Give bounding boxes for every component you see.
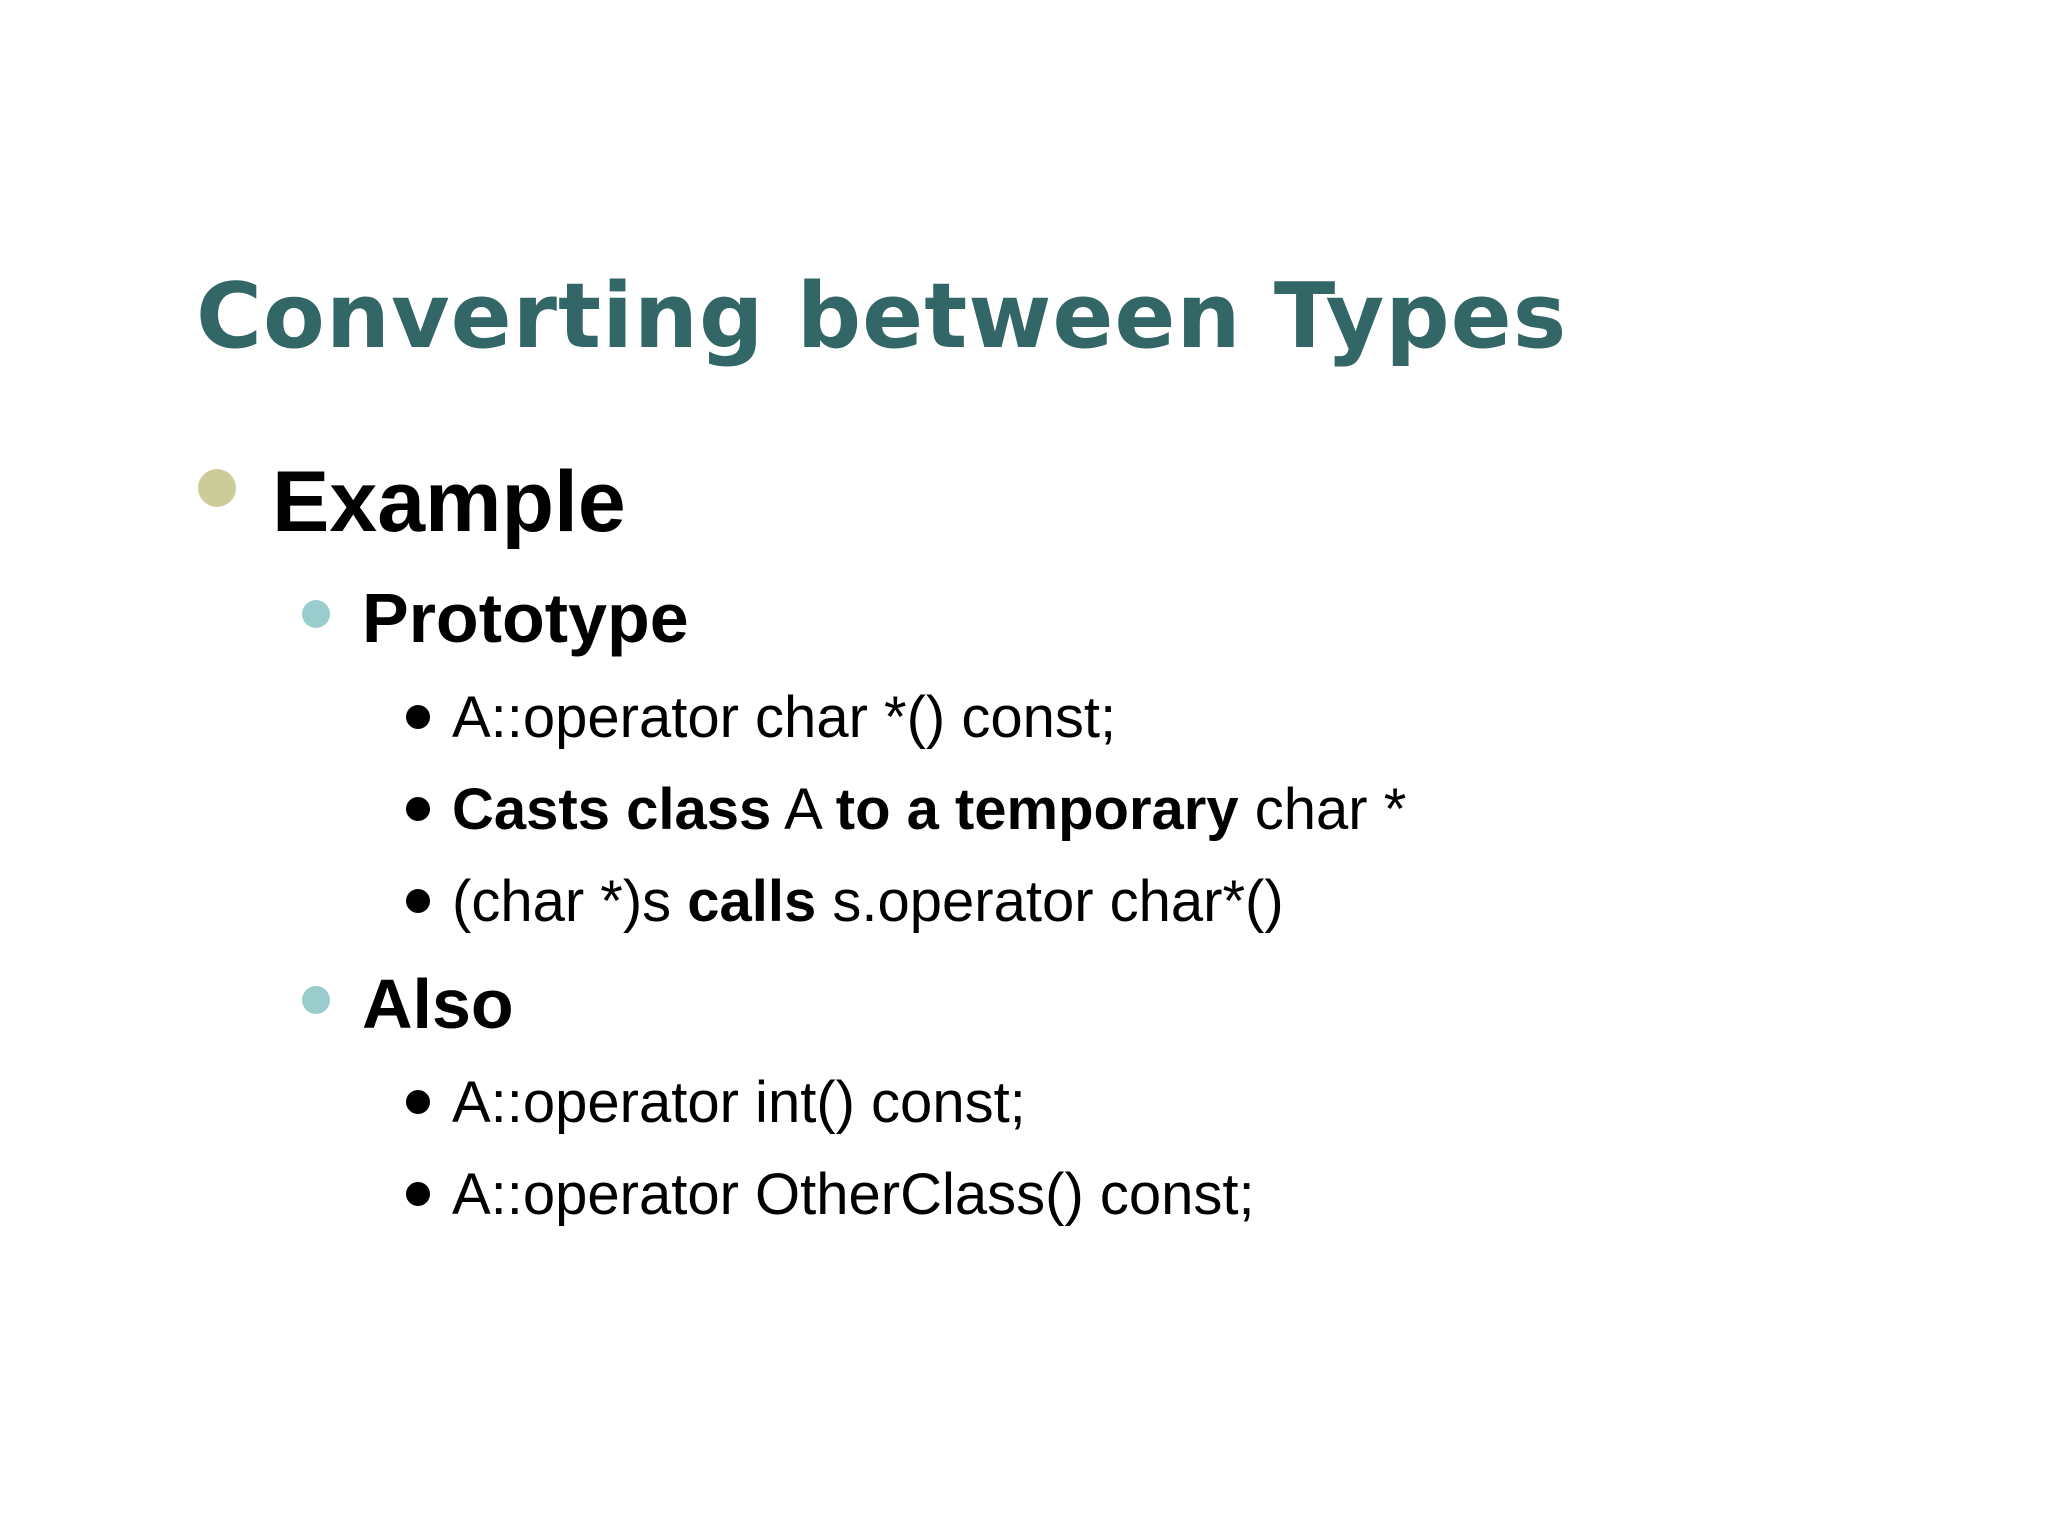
prototype-line-3-part-3: s.operator char*() <box>816 869 1284 934</box>
also-line-2: A::operator OtherClass() const; <box>452 1162 1255 1227</box>
bullet-also: Also <box>362 965 514 1043</box>
also-line-1: A::operator int() const; <box>452 1070 1026 1135</box>
level3-bullet-icon <box>406 1090 430 1114</box>
level3-bullet-icon <box>406 889 430 913</box>
prototype-line-3-part-2: calls <box>687 869 817 934</box>
prototype-line-3-part-1: (char *)s <box>452 869 688 934</box>
level3-bullet-icon <box>406 1182 430 1206</box>
prototype-line-3 <box>452 867 1284 937</box>
level2-bullet-icon <box>302 986 330 1014</box>
prototype-line-2-part-3: to a temporary <box>835 777 1239 842</box>
level1-bullet-icon <box>198 469 236 507</box>
prototype-line-2-part-2: A <box>771 777 836 842</box>
prototype-line-2 <box>452 775 1406 845</box>
slide-title: Converting between Types <box>196 264 1568 369</box>
prototype-line-2-part-4: char * <box>1238 777 1407 842</box>
prototype-line-1: A::operator char *() const; <box>452 685 1117 750</box>
bullet-example: Example <box>272 454 626 550</box>
prototype-line-2-part-1: Casts class <box>452 777 772 842</box>
level3-bullet-icon <box>406 705 430 729</box>
level3-bullet-icon <box>406 797 430 821</box>
bullet-prototype: Prototype <box>362 579 689 657</box>
level2-bullet-icon <box>302 600 330 628</box>
